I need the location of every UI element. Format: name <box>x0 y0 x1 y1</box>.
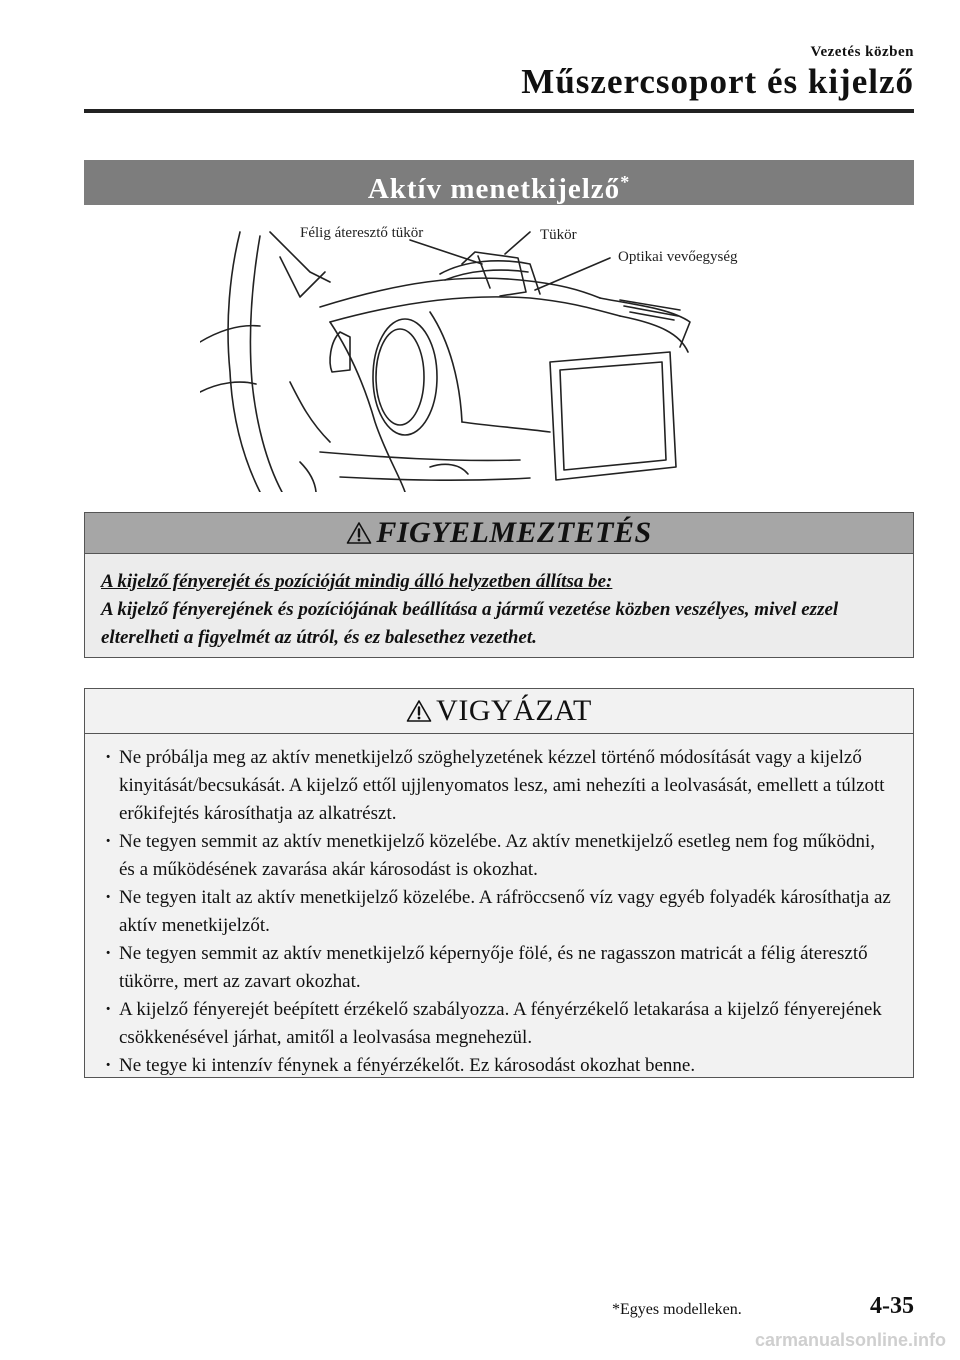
caution-header <box>85 689 913 734</box>
watermark: carmanualsonline.info <box>754 1330 946 1350</box>
warning-body: A kijelző fényerejének és pozíciójának beállítása a jármű vezetése közben veszélyes, mivel ezzel elterelheti a figyelmét az útról, és ez balesethez vezethet. <box>101 599 839 648</box>
label-mirror: Tükör <box>540 227 577 243</box>
section-heading: Műszercsoport és kijelző <box>521 62 914 101</box>
section-title: Aktív menetkijelző <box>367 173 621 205</box>
caution-list <box>85 734 913 1080</box>
label-optical-receiver: Optikai vevőegység <box>618 249 738 265</box>
warning-lead: A kijelző fényerejét és pozícióját mindig álló helyzetben állítsa be: <box>101 571 613 592</box>
caution-triangle-icon <box>406 699 432 723</box>
list-item: · Ne tegye ki intenzív fénynek a fényérzékelőt. Ez károsodást okozhat benne. <box>105 1052 893 1080</box>
caution-box <box>84 688 914 1078</box>
caution-title: VIGYÁZAT <box>436 694 592 727</box>
label-half-mirror: Félig áteresztő tükör <box>300 225 424 241</box>
optional-equipment-mark: * <box>620 172 631 192</box>
list-item: · A kijelző fényerejét beépített érzékelő szabályozza. A fényérzékelő letakarása a kijelző fényerejének csökkenésével járhat, amitől a leolvasása megnehezül. <box>105 996 893 1052</box>
warning-triangle-icon <box>346 521 372 545</box>
page-number: 4-35 <box>870 1293 914 1319</box>
warning-title: FIGYELMEZTETÉS <box>376 516 652 549</box>
chapter-title: Vezetés közben <box>810 44 914 60</box>
warning-text <box>85 554 913 652</box>
header-divider <box>84 109 914 113</box>
warning-header <box>85 513 913 554</box>
warning-box <box>84 512 914 658</box>
list-item: · Ne próbálja meg az aktív menetkijelző szöghelyzetének kézzel történő módosítását vagy a kijelző kinyitását/becsukását. A kijelző ettől ujjlenyomatos lesz, ami nehezíti a leolvasását, emellett a túlzott erőkifejtés károsíthatja az alkatrészt. <box>105 744 893 828</box>
list-item: · Ne tegyen italt az aktív menetkijelző közelébe. A ráfröccsenő víz vagy egyéb folyadék károsíthatja az aktív menetkijelzőt. <box>105 884 893 940</box>
list-item: · Ne tegyen semmit az aktív menetkijelző képernyője fölé, és ne ragasszon matricát a félig áteresztő tükörre, mert az zavart okozhat. <box>105 940 893 996</box>
dashboard-illustration <box>200 212 790 492</box>
footnote: *Egyes modelleken. <box>612 1301 742 1318</box>
dashboard-line-drawing <box>200 212 790 492</box>
list-item: · Ne tegyen semmit az aktív menetkijelző közelébe. Az aktív menetkijelző esetleg nem fog működni, és a működésének zavarása akár károsodást is okozhat. <box>105 828 893 884</box>
section-title-banner <box>84 160 914 205</box>
